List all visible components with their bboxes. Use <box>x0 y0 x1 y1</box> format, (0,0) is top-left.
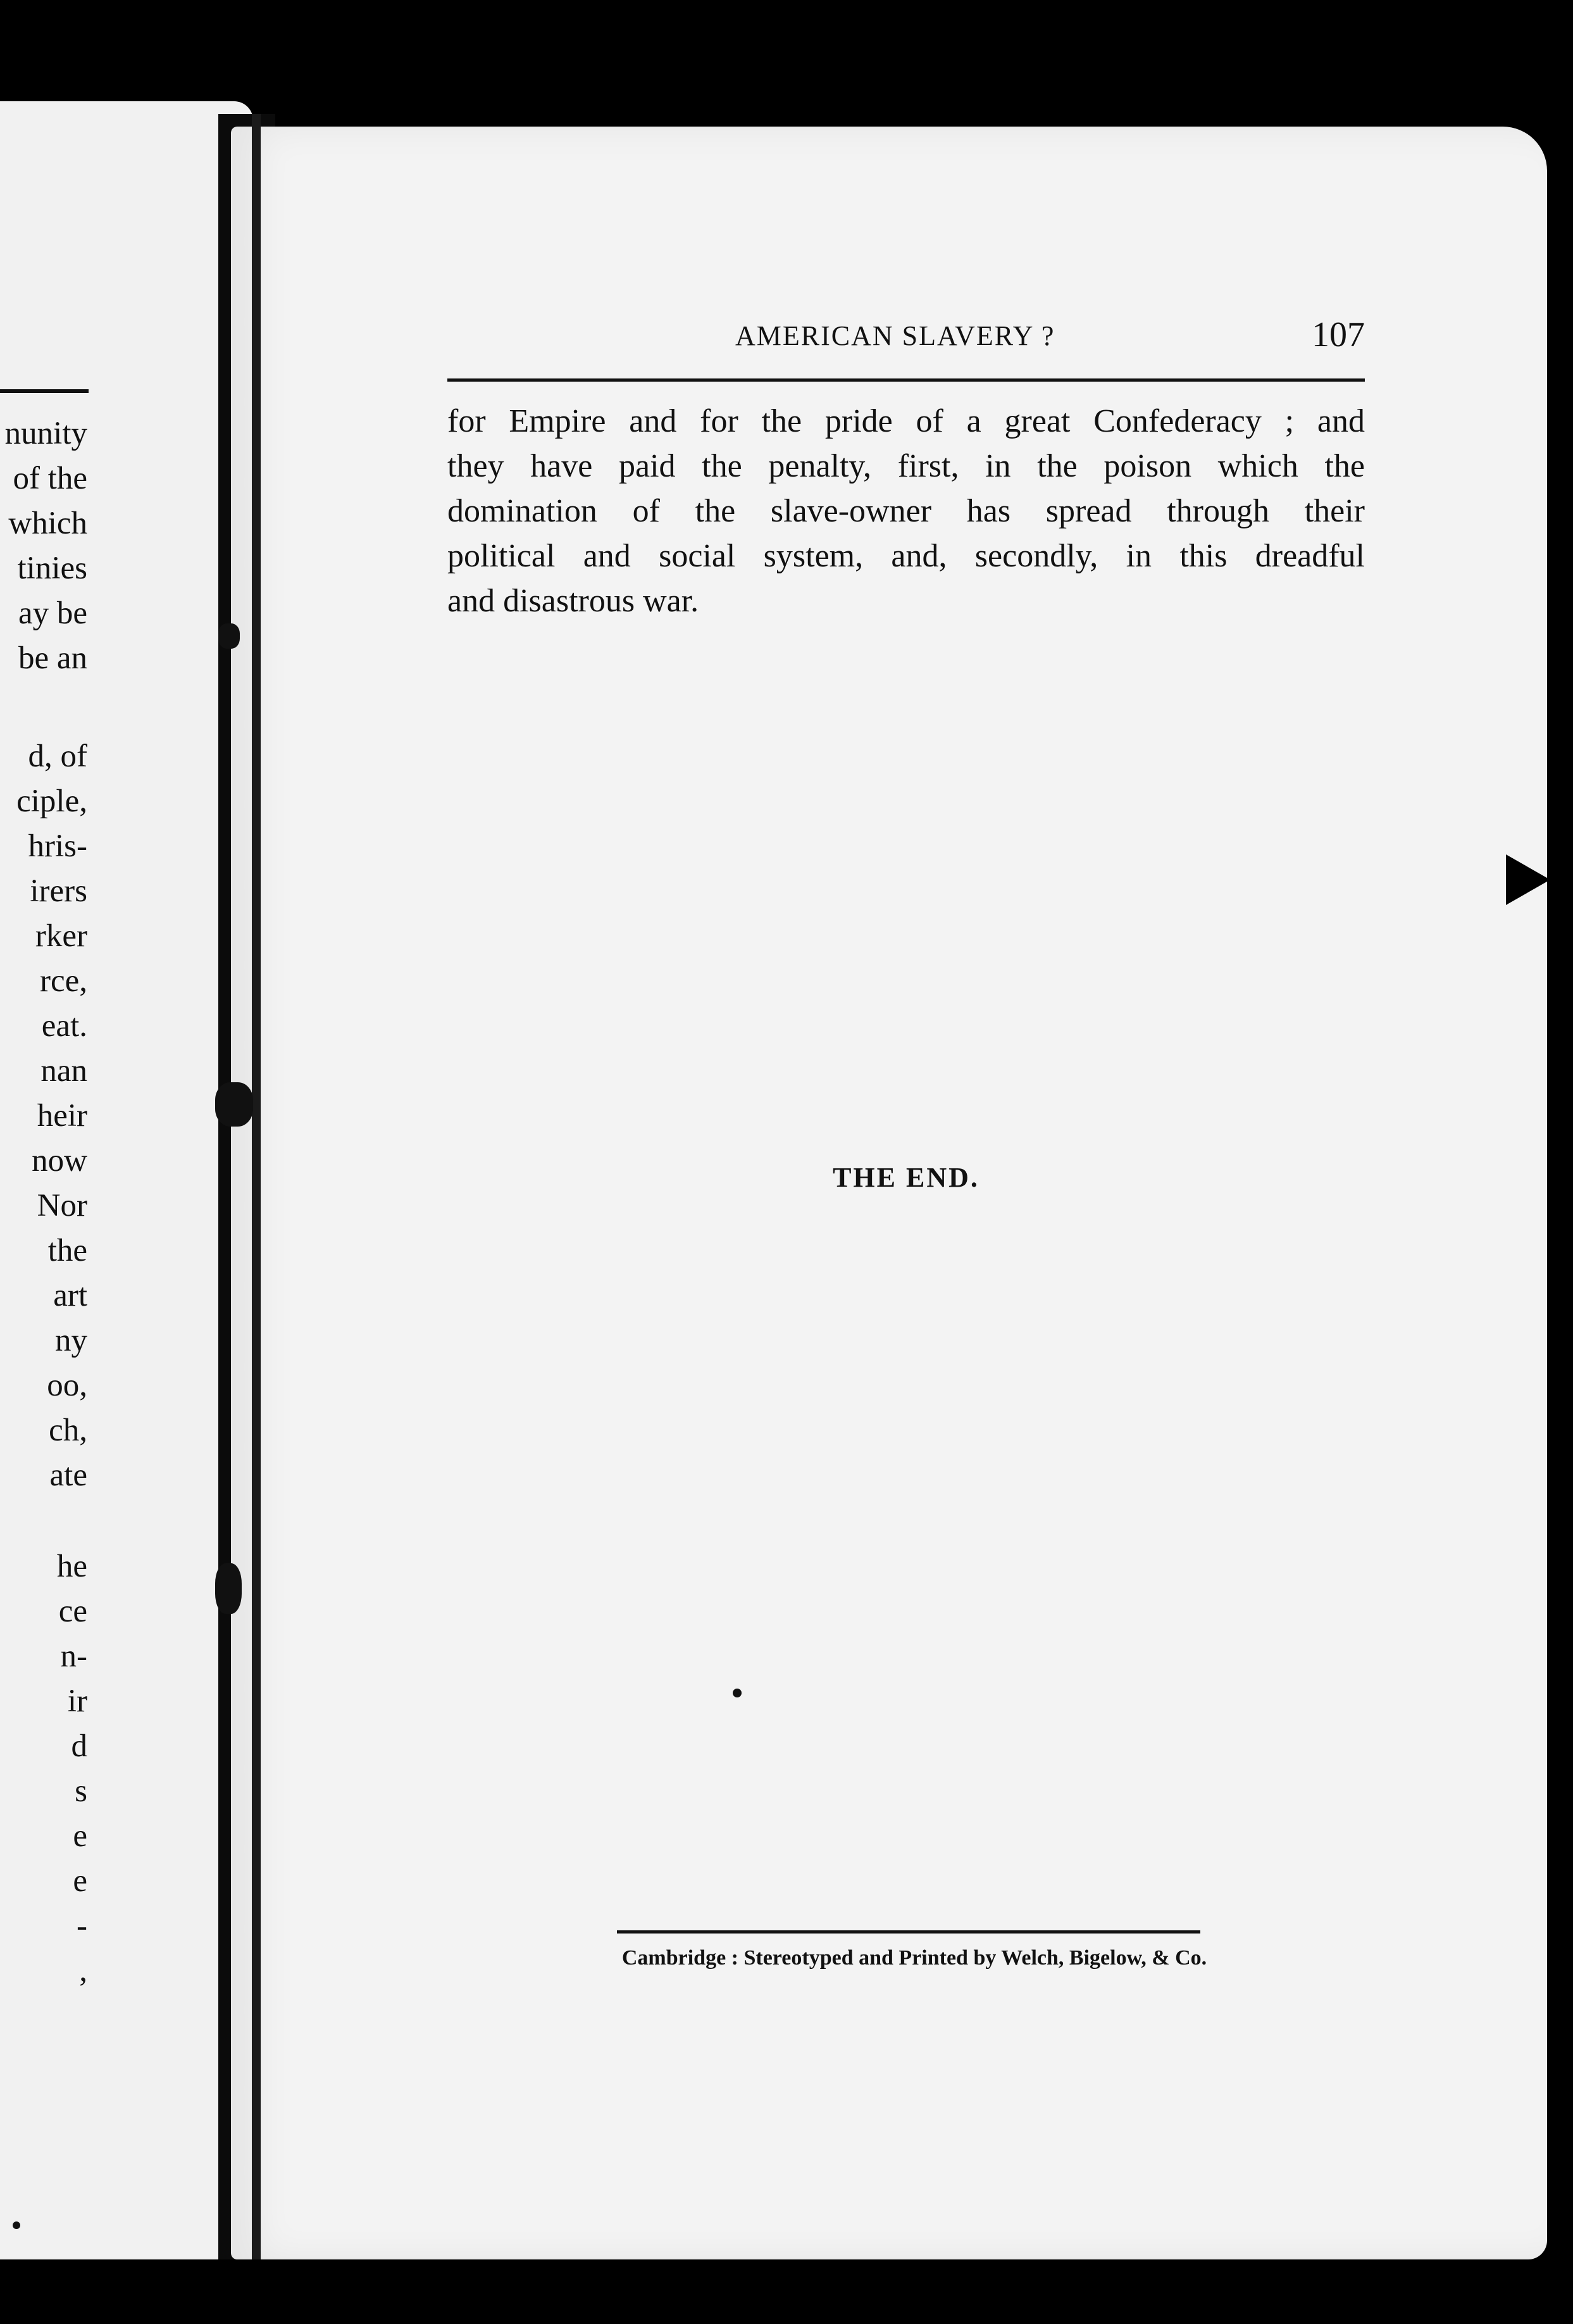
facing-line: of the <box>13 461 87 496</box>
facing-line: ciple, <box>16 784 87 819</box>
facing-line: ir <box>67 1684 87 1719</box>
facing-line: now <box>32 1143 87 1178</box>
facing-line: n- <box>60 1639 87 1674</box>
ink-speck <box>733 1689 742 1697</box>
facing-line: s <box>75 1773 87 1809</box>
facing-line: d <box>71 1728 87 1764</box>
facing-line: rce, <box>39 963 87 999</box>
facing-line: rker <box>35 918 87 954</box>
text-line: for Empire and for the pride of a great Confederacy ; and <box>447 403 1365 439</box>
text-line: and disastrous war. <box>447 583 699 619</box>
printer-imprint: Cambridge : Stereotyped and Printed by Welch, Bigelow, & Co. <box>621 1946 1207 1970</box>
text-line: political and social system, and, secondly, in this dreadful <box>447 538 1365 574</box>
facing-line: ay be <box>18 596 87 631</box>
binding-edge <box>252 114 261 2259</box>
facing-line: tinies <box>17 551 87 586</box>
facing-line: - <box>77 1908 87 1944</box>
facing-line: oo, <box>47 1368 87 1403</box>
facing-line: ch, <box>49 1413 87 1448</box>
facing-line: d, of <box>28 739 87 774</box>
page-number: 107 <box>1312 315 1365 354</box>
facing-line: which <box>8 506 87 541</box>
facing-page-fragment <box>0 101 253 2259</box>
facing-line: he <box>56 1549 87 1584</box>
facing-line: nunity <box>4 416 87 451</box>
facing-line: , <box>79 1953 87 1989</box>
header-rule <box>447 378 1365 382</box>
binding-stitch <box>215 1082 253 1127</box>
text-line: domination of the slave-owner has spread through their <box>447 493 1365 529</box>
binding-stitch <box>215 1563 242 1614</box>
imprint-rule <box>617 1930 1200 1934</box>
running-head-title: AMERICAN SLAVERY ? <box>735 320 1055 351</box>
facing-page-text-column <box>0 101 87 2259</box>
body-paragraph <box>447 399 1365 623</box>
facing-line: nan <box>40 1053 87 1089</box>
facing-line: eat. <box>41 1008 87 1044</box>
facing-line: e <box>73 1863 87 1899</box>
running-head <box>447 315 1365 364</box>
facing-line: ate <box>49 1458 87 1493</box>
page-edge-notch <box>1506 854 1550 905</box>
facing-page-mark <box>13 2221 20 2229</box>
end-mark: THE END. <box>833 1162 979 1193</box>
facing-line: ny <box>55 1323 87 1358</box>
facing-line: heir <box>37 1098 87 1134</box>
facing-line: ce <box>58 1594 87 1629</box>
facing-line: e <box>73 1818 87 1854</box>
facing-line: art <box>53 1278 87 1313</box>
facing-line: the <box>47 1233 87 1268</box>
facing-line: hris- <box>28 828 87 864</box>
binding-stitch <box>218 623 240 649</box>
facing-line: Nor <box>37 1188 87 1223</box>
facing-line: irers <box>30 873 87 909</box>
facing-line: be an <box>18 640 87 676</box>
text-line: they have paid the penalty, first, in the poison which the <box>447 448 1365 484</box>
